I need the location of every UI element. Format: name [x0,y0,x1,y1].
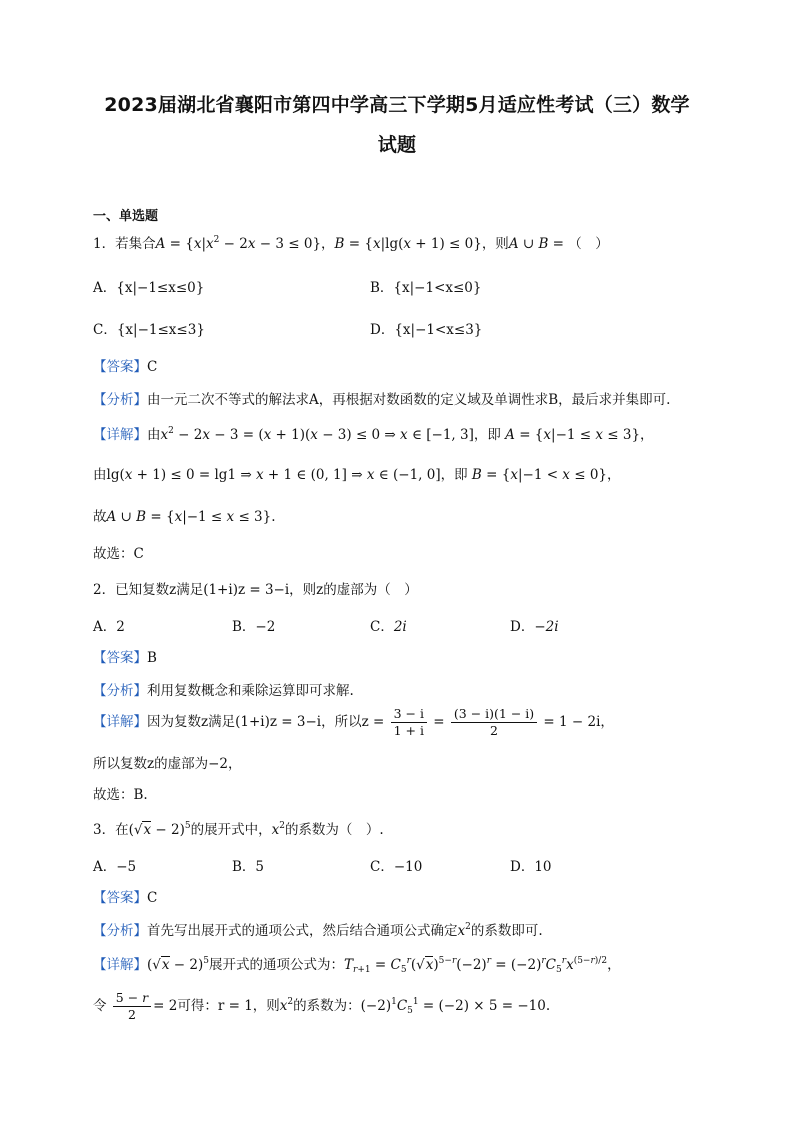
q1-detail-3: 故A ∪ B = {x|−1 ≤ x ≤ 3}. [93,509,276,525]
q2-stem: 2．已知复数z满足(1+i)z = 3−i，则z的虚部为（ ） [93,582,418,598]
q1-stem: 1．若集合$A = \{x|x^2 - 2x - 3 \le 0\}$，B = {x|lg(x + 1) ≤ 0}，则A ∪ B = （ ） [93,235,609,252]
q2-option-c: C．2i [370,619,407,635]
q1-option-b: B．{x|−1<x≤0} [370,280,482,296]
q1-option-a: A．{x|−1≤x≤0} [93,280,205,296]
document-title-line1: 2023届湖北省襄阳市第四中学高三下学期5月适应性考试（三）数学 [104,94,690,116]
q2-option-d: D．−2i [510,619,559,635]
q3-analysis: 【分析】首先写出展开式的通项公式，然后结合通项公式确定$x^2$的系数即可. [93,922,543,939]
q2-option-a: A．2 [93,619,125,635]
q2-analysis: 【分析】利用复数概念和乘除运算即可求解. [93,683,354,699]
q3-option-a: A．−5 [93,859,137,875]
q1-detail-2: 由lg(x + 1) ≤ 0 = lg1 ⇒ x + 1 ∈ (0, 1] ⇒ x ∈ (−1, 0]，即 B = {x|−1 < x ≤ 0}， [93,467,621,483]
q1-detail-1: 【详解】由$x^2 - 2x - 3 = (x + 1)(x - 3) \le 0$ ⇒ x ∈ [−1, 3]，即 A = {x|−1 ≤ x ≤ 3}， [93,426,654,443]
q1-option-d: D．{x|−1<x≤3} [370,322,483,338]
q3-option-b: B．5 [232,859,265,875]
q3-detail-1: 【详解】$(√x - 2)^5$展开式的通项公式为：$T_{r+1} = C_5^r(√x)^{5-r}(-2)^r = (-2)^rC_5^rx^{(5-r)/2}$， [93,956,621,975]
q2-detail-2: 所以复数z的虚部为−2， [93,756,242,772]
section-heading: 一、单选题 [93,209,159,224]
q1-option-c: C．{x|−1≤x≤3} [93,322,205,338]
document-title-line2: 试题 [377,134,417,156]
q1-analysis: 【分析】由一元二次不等式的解法求A，再根据对数函数的定义域及单调性求B，最后求并集即可. [93,392,671,408]
q3-option-c: C．−10 [370,859,423,875]
q1-conclusion: 故选：C [93,546,144,562]
q1-answer: 【答案】C [93,359,158,375]
q2-option-b: B．−2 [232,619,276,635]
q3-option-d: D．10 [510,859,552,875]
q3-answer: 【答案】C [93,890,158,906]
q2-detail-1: 【详解】因为复数z满足(1+i)z = 3−i，所以z = $\frac{3 - i}{1 + i}$ = $\frac{(3 - i)(1 - i)}{2}$ = 1 − 2i， [93,706,614,738]
q2-answer: 【答案】B [93,650,157,666]
q3-detail-2: 令 $\frac{5 - r}{2}$ = 2可得：r = 1，则$x^2$的系数为：$(-2)^1C_5^1 = (-2) \times 5 = -10$. [93,990,551,1022]
q3-stem: 3．在$(√x - 2)^5$的展开式中，$x^2$的系数为（ ）. [93,821,384,838]
q2-conclusion: 故选：B. [93,787,148,803]
